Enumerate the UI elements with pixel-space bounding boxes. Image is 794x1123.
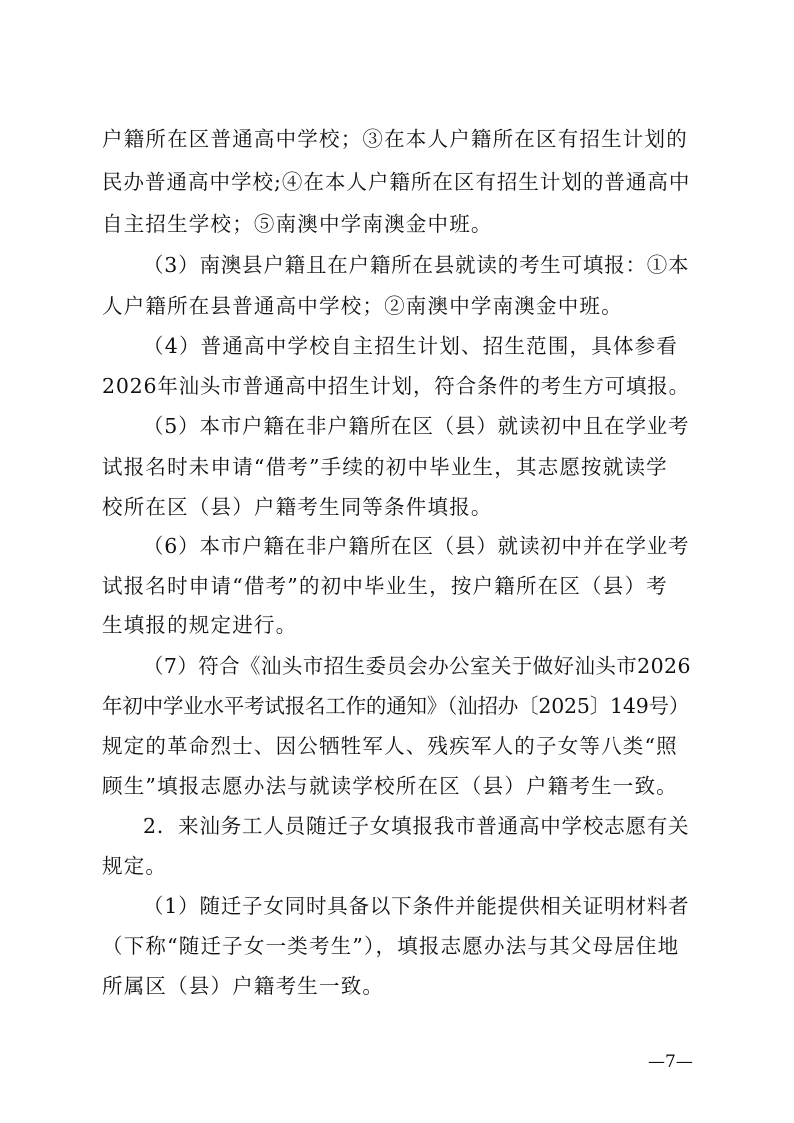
body-text-line: 民办普通高中学校;④在本人户籍所在区有招生计划的普通高中 (102, 170, 691, 194)
body-text-line: 顾生”填报志愿办法与就读学校所在区（县）户籍考生一致。 (102, 774, 678, 798)
paragraph-2-1-start: （1）随迁子女同时具备以下条件并能提供相关证明材料者 (143, 894, 690, 918)
body-text-line: （下称“随迁子女一类考生”），填报志愿办法与其父母居住地 (102, 934, 680, 958)
body-text-line: 规定。 (102, 854, 168, 878)
paragraph-4-start: （4）普通高中学校自主招生计划、招生范围，具体参看 (143, 334, 679, 358)
paragraph-5-start: （5）本市户籍在非户籍所在区（县）就读初中且在学业考 (143, 414, 690, 438)
body-text-line: 试报名时未申请“借考”手续的初中毕业生，其志愿按就读学 (102, 455, 668, 479)
body-text-line: 年初中学业水平考试报名工作的通知》（汕招办〔2025〕149号） (102, 694, 690, 718)
body-text-line: 户籍所在区普通高中学校；③在本人户籍所在区有招生计划的 (102, 127, 688, 151)
paragraph-3-start: （3）南澳县户籍且在户籍所在县就读的考生可填报：①本 (143, 253, 690, 277)
body-text-line: 所属区（县）户籍考生一致。 (102, 974, 385, 998)
body-text-line: 试报名时申请“借考”的初中毕业生，按户籍所在区（县）考 (102, 574, 668, 598)
body-text-line: 人户籍所在县普通高中学校；②南澳中学南澳金中班。 (102, 294, 623, 318)
paragraph-6-start: （6）本市户籍在非户籍所在区（县）就读初中并在学业考 (143, 534, 690, 558)
section-2-heading: 2．来汕务工人员随迁子女填报我市普通高中学校志愿有关 (143, 814, 690, 838)
body-text-line: 生填报的规定进行。 (102, 613, 298, 637)
body-text-line: 2026年汕头市普通高中招生计划，符合条件的考生方可填报。 (102, 374, 690, 398)
body-text-line: 校所在区（县）户籍考生同等条件填报。 (102, 495, 493, 519)
page-number: —7— (648, 1052, 693, 1072)
paragraph-7-start: （7）符合《汕头市招生委员会办公室关于做好汕头市2026 (143, 654, 691, 678)
body-text-line: 自主招生学校；⑤南澳中学南澳金中班。 (102, 212, 493, 236)
body-text-line: 规定的革命烈士、因公牺牲军人、残疾军人的子女等八类“照 (102, 734, 678, 758)
